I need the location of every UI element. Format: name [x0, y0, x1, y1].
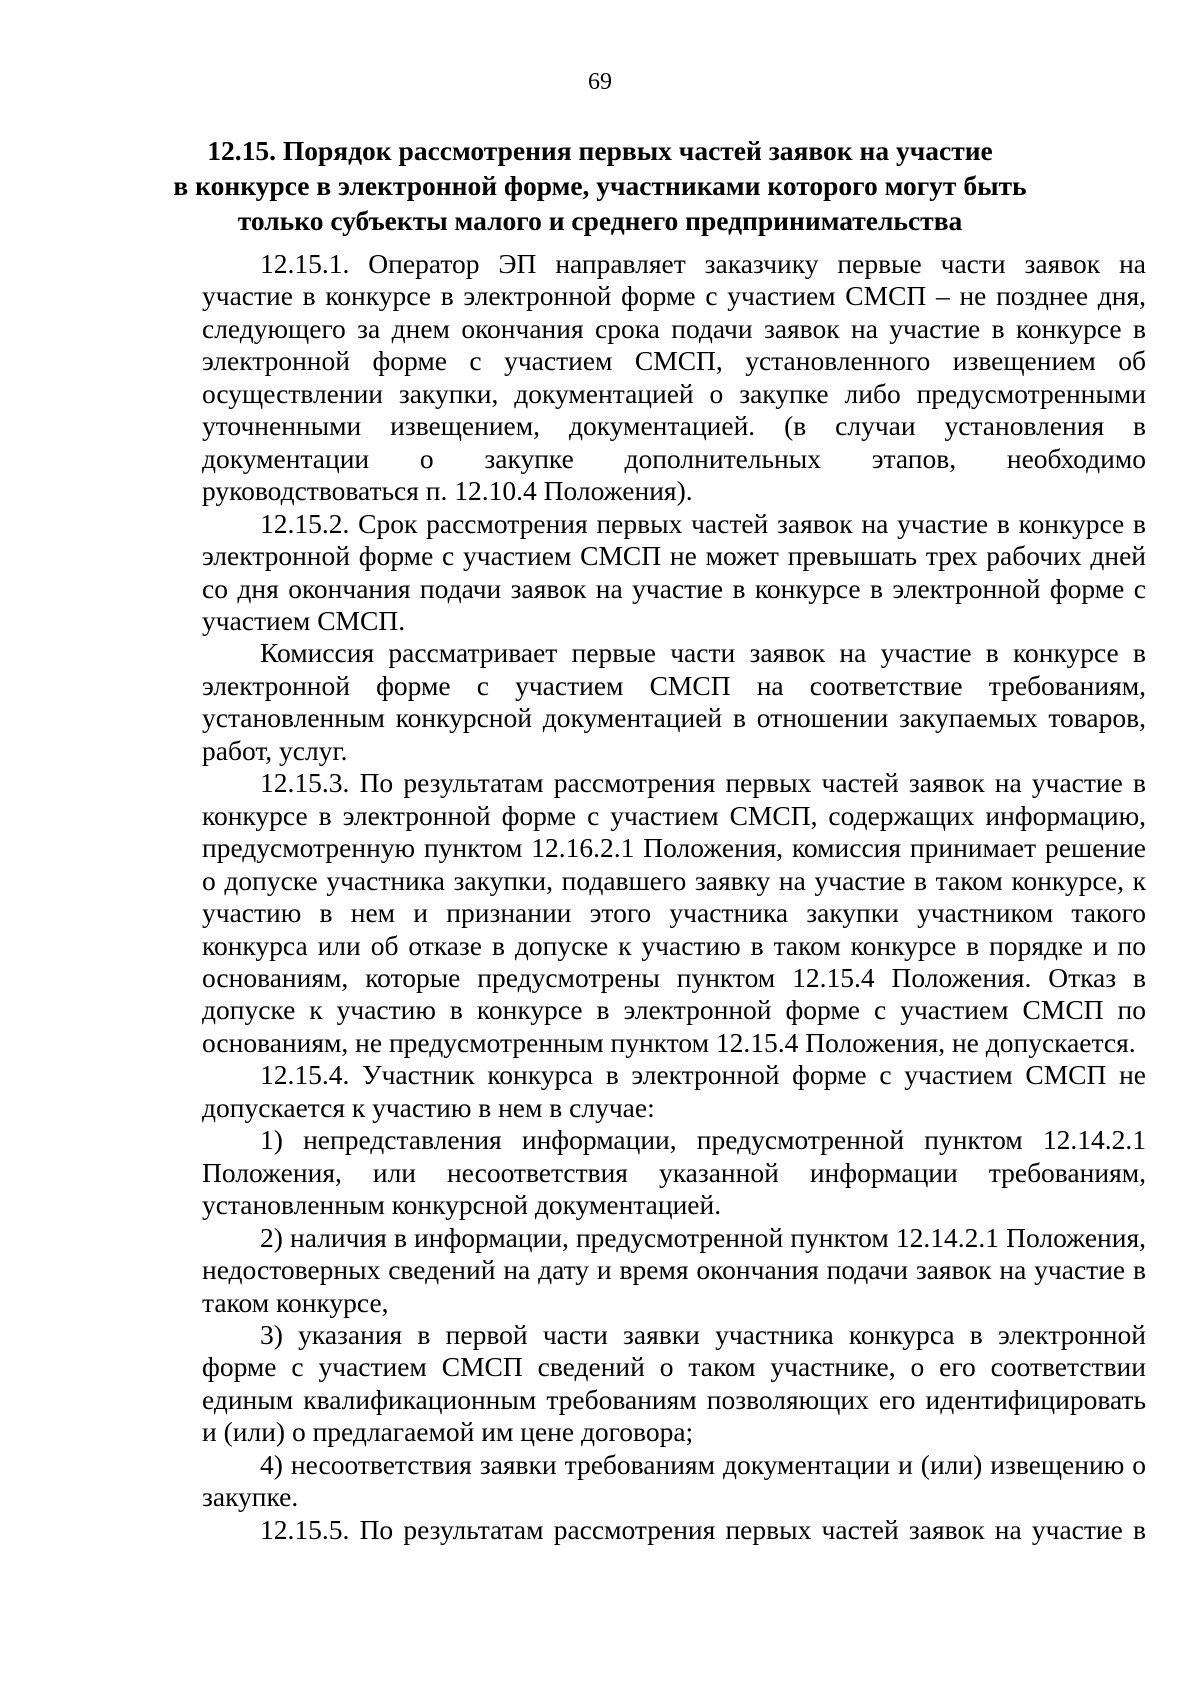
paragraph-12-15-4: 12.15.4. Участник конкурса в электронной форме с участием СМСП не допускается к участию в нем в случае:: [202, 1059, 1146, 1123]
section-heading-line: в конкурсе в электронной форме, участниками которого могут быть: [173, 170, 1027, 201]
paragraph-12-15-1: 12.15.1. Оператор ЭП направляет заказчику первые части заявок на участие в конкурсе в электронной форме с участием СМСП – не позднее дня, следующего за днем окончания срока подачи заявок на участие в конкурсе в электронной форме с участием СМСП, установленного извещением об осуществлении закупки, документацией о закупке либо предусмотренными уточненными извещением, документацией. (в случаи установления в документации о закупке дополнительных этапов, необходимо руководствоваться п. 12.10.4 Положения).: [202, 248, 1146, 507]
page-number: 69: [588, 69, 612, 95]
paragraph-commission: Комиссия рассматривает первые части заявок на участие в конкурсе в электронной форме с участием СМСП на соответствие требованиям, установленным конкурсной документацией в отношении закупаемых товаров, работ, услуг.: [202, 637, 1146, 766]
list-item-1: 1) непредставления информации, предусмотренной пунктом 12.14.2.1 Положения, или несоответствия указанной информации требованиям, установленным конкурсной документацией.: [202, 1124, 1146, 1221]
list-item-4: 4) несоответствия заявки требованиям документации и (или) извещению о закупке.: [202, 1448, 1146, 1513]
section-heading-line: только субъекты малого и среднего предпринимательства: [237, 205, 963, 236]
document-body: [202, 248, 1146, 1546]
list-item-3: 3) указания в первой части заявки участника конкурса в электронной форме с участием СМСП сведений о таком участнике, о его соответствии единым квалификационным требованиям позволяющих его идентифицировать и (или) о предлагаемой им цене договора;: [202, 1318, 1146, 1448]
section-heading: [150, 133, 1050, 238]
paragraph-12-15-5: 12.15.5. По результатам рассмотрения первых частей заявок на участие в: [260, 1513, 1146, 1545]
paragraph-12-15-2: 12.15.2. Срок рассмотрения первых частей заявок на участие в конкурсе в электронной форме с участием СМСП не может превышать трех рабочих дней со дня окончания подачи заявок на участие в конкурсе в электронной форме с участием СМСП.: [202, 507, 1146, 636]
paragraph-12-15-3: 12.15.3. По результатам рассмотрения первых частей заявок на участие в конкурсе в электронной форме с участием СМСП, содержащих информацию, предусмотренную пунктом 12.16.2.1 Положения, комиссия принимает решение о допуске участника закупки, подавшего заявку на участие в таком конкурсе, к участию в нем и признании этого участника закупки участником такого конкурса или об отказе в допуске к участию в таком конкурсе в порядке и по основаниям, которые предусмотрены пунктом 12.15.4 Положения. Отказ в допуске к участию в конкурсе в электронной форме с участием СМСП по основаниям, не предусмотренным пунктом 12.15.4 Положения, не допускается.: [202, 767, 1146, 1058]
list-item-2: 2) наличия в информации, предусмотренной пунктом 12.14.2.1 Положения, недостоверных сведений на дату и время окончания подачи заявок на участие в таком конкурсе,: [202, 1221, 1146, 1318]
section-heading-line: 12.15. Порядок рассмотрения первых частей заявок на участие: [207, 135, 993, 166]
